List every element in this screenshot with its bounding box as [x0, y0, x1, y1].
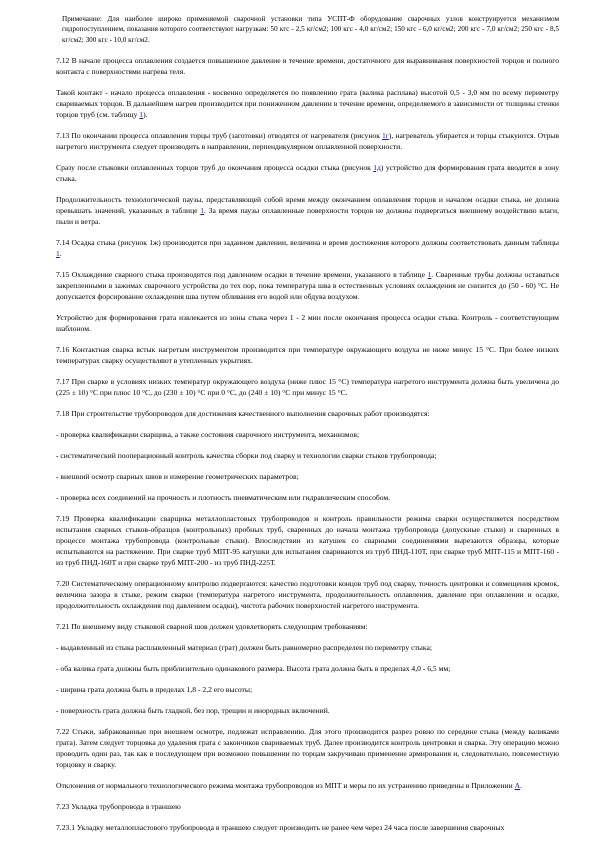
reference-link[interactable]: 1д	[373, 162, 381, 172]
paragraph-text: 7.18 При строительстве трубопроводов для достижения качественного выполнения сварочных работ производятся:	[56, 408, 430, 418]
paragraph	[56, 312, 559, 334]
paragraph	[56, 822, 559, 833]
paragraph-text: .	[520, 780, 522, 790]
paragraph	[56, 130, 559, 152]
paragraph-text: Устройство для формирования грата извлекается из зоны стыка через 1 - 2 мин после окончания процесса осадки стыка. Контроль - соответствующим шаблоном.	[56, 312, 559, 333]
paragraph-text: 7.15 Охлаждение сварного стыка производится под давлением осадки в течение времени, указанного в таблице	[56, 269, 428, 279]
paragraph-text: .	[59, 248, 62, 258]
paragraph-text: - внешний осмотр сварных швов и измерение геометрических параметров;	[56, 471, 299, 481]
paragraph-text: Такой контакт - начало процесса оплавления - косвенно определяется по появлению грата (валика расплава) высотой 0,5 - 3,0 мм по всему периметру свариваемых торцов. В дальнейшем нагрев производится при пониженном давлении в течение времени, определяемого в зависимости от толщины стенки торцов труб (см. таблицу	[56, 87, 559, 119]
paragraph-text: . За время паузы оплавленные поверхности торцов не должны подвергаться внешнему воздействию влаги, пыли и ветра.	[56, 205, 559, 226]
paragraph	[56, 429, 559, 440]
paragraph-text: . Сваренные трубы должны оставаться закрепленными в зажимах сварочного устройства до тех пор, пока температура шва в естественных условиях охлаждения не снизится до (50 - 60) °С. Не допускается форсирование охлаждения шва путем обливания его водой или обдува воздухом.	[56, 269, 559, 301]
paragraph-text: Отклонения от нормального технологического режима монтажа трубопроводов из МПТ и меры по их устранению приведены в Приложении	[56, 780, 515, 790]
paragraph-text: 7.20 Систематическому операционному контролю подвергаются: качество подготовки концов труб под сварку, точность центровки и совмещения кромок, величина зазора в стыке, режим сварки (температура нагретого инструмента, продолжительность оплавления, давление при оплавлении и осадке, продолжительность охлаждения под давлением осадки), чистота рабочих поверхностей нагретого инструмента.	[56, 578, 559, 610]
paragraph	[56, 801, 559, 812]
paragraph	[56, 344, 559, 366]
paragraph-text: 7.13 По окончании процесса оплавления торцы труб (заготовки) отводятся от нагревателя (рисунок	[56, 130, 382, 140]
paragraph	[56, 642, 559, 653]
paragraph-text: 7.22 Стыки, забракованные при внешнем осмотре, подлежат исправлению. Для этого производится разрез ровно по середине стыка (между валиками грата). Затем следует торцовка до удаления грата с закончиков свариваемых труб. Далее производится контроль центровки и сварка. Эту операцию можно проводить один раз, так как в последующем при возможно повышении по торцам закручиваю применение армирования и, следовательно, повсеместную торцовку и сварку.	[56, 726, 559, 769]
paragraph-text: 7.14 Осадка стыка (рисунок 1ж) производится при заданном давлении, величина и время достижения которого должны соответствовать данным таблицы	[56, 237, 559, 247]
paragraph	[56, 450, 559, 461]
paragraph-text: Продолжительность технологической паузы, представляющей собой время между окончанием оплавления торцов и началом осадки стыка, не должна превышать значений, указанных в таблице	[56, 194, 559, 215]
paragraph-text: ).	[143, 109, 148, 119]
paragraph	[56, 726, 559, 770]
reference-link[interactable]: А	[514, 780, 521, 790]
reference-link[interactable]: 1	[139, 109, 144, 119]
document-body	[56, 55, 559, 833]
paragraph	[56, 194, 559, 227]
paragraph-text: - поверхность грата должна быть гладкой, без пор, трещин и инородных включений.	[56, 705, 330, 715]
paragraph-text: 7.23 Укладка трубопровода в траншею	[56, 801, 181, 811]
paragraph-text: - ширина грата должна быть в пределах 1,8 - 2,2 его высоты;	[56, 684, 253, 694]
paragraph-text: 7.12 В начале процесса оплавления создается повышенное давление в течение времени, достаточного для выравнивания поверхностей торцов и полного контакта с поверхностями нагрева теля.	[56, 55, 559, 76]
paragraph-text: - оба валика грата должны быть приблизительно одинакового размера. Высота грата должна быть в пределах 4,0 - 6,5 мм;	[56, 663, 451, 673]
paragraph-text: - проверка квалификации сварщика, а также состояния сварочного инструмента, механизмов;	[56, 429, 360, 439]
paragraph-text: - систематический пооперационный контроль качества сборки под сварку и технологии сварки стыков трубопровода;	[56, 450, 437, 460]
paragraph-text: Сразу после стыковки оплавленных торцов труб до окончания процесса осадки стыка (рисунок	[56, 162, 374, 172]
paragraph-text: 7.21 По внешнему виду стыковой сварной шов должен удовлетворять следующим требованиям:	[56, 621, 368, 631]
paragraph-text: - выдавленный из стыка расплавленный материал (грат) должен быть равномерно распределен по периметру стыка;	[56, 642, 432, 652]
paragraph	[56, 621, 559, 632]
paragraph-text: 7.19 Проверка квалификации сварщика металлопластовых трубопроводов и контроль правильности режима сварки осуществляется посредством испытания сварных стыков-образцов (контрольных) пробных труб, сваренных до начала монтажа трубопровода (допускные стыки) и сваренных в процессе монтажа трубопровода (контрольные стыки). Впоследствии из катушек со сварными соединениями вырезаются образцы, которые испытываются на растяжение. При сварке труб МПТ-95 катушки для испытания свариваются из труб ПНД-110Т, при сварке труб МПТ-115 и МПТ-160 - из труб ПНД-160Т и при сварке труб МПТ-200 - из труб ПНД-225Т.	[56, 513, 559, 567]
paragraph-text: 7.16 Контактная сварка встык нагретым инструментом производится при температуре окружающего воздуха не ниже минус 15 °С. При более низких температурах сварку осуществляют в утепленных укрытиях.	[56, 344, 559, 365]
paragraph	[56, 162, 559, 184]
table-note: Примечание: Для наиболее широко применяемой сварочной установки типа УСПТ-Ф оборудование сварочных узлов конструируется механизмом гидропоступлением, показания которого соответствуют нагрузкам: 50 кгс - 2,5 кг/см2; 100 кгс - 4,0 кг/см2; 150 кгс - 6,0 кг/см2; 200 кгс - 7,0 кг/см2; 250 кгс - 8,5 кг/см2; 300 кгс - 10,0 кг/см2.	[62, 15, 559, 44]
reference-link[interactable]: 1	[427, 269, 432, 279]
paragraph	[56, 55, 559, 77]
reference-link[interactable]: 1	[200, 205, 205, 215]
paragraph	[56, 471, 559, 482]
paragraph	[56, 408, 559, 419]
paragraph	[56, 237, 559, 259]
paragraph	[56, 684, 559, 695]
paragraph	[56, 705, 559, 716]
reference-link[interactable]: 1	[56, 248, 60, 258]
reference-link[interactable]: 1г	[381, 130, 389, 140]
paragraph	[56, 269, 559, 302]
paragraph	[56, 87, 559, 120]
paragraph	[56, 578, 559, 611]
paragraph	[56, 492, 559, 503]
paragraph	[56, 513, 559, 568]
paragraph-text: ), нагреватель убирается и торцы стыкуются. Отрыв нагретого инструмента следует производить в направлении, перпендикулярном оплавленной поверхности.	[56, 130, 559, 151]
paragraph	[56, 663, 559, 674]
paragraph-text: 7.23.1 Укладку металлопластового трубопровода в траншею следует производить не ранее чем через 24 часа после завершения сварочных	[56, 822, 505, 832]
paragraph	[56, 780, 559, 791]
paragraph-text: ) устройство для формирования грата вводится в зону стыка.	[56, 162, 559, 183]
paragraph	[56, 376, 559, 398]
paragraph-text: 7.17 При сварке в условиях низких температур окружающего воздуха (ниже плюс 15 °С) температура нагретого инструмента должна быть увеличена до (225 ± 10) °С при плюс 10 °С, до (230 ± 10) °С при 0 °С, до (240 ± 10) °С при минус 15 °С.	[56, 376, 559, 397]
paragraph-text: - проверка всех соединений на прочность и плотность пневматическим или гидравлическим способом.	[56, 492, 391, 502]
